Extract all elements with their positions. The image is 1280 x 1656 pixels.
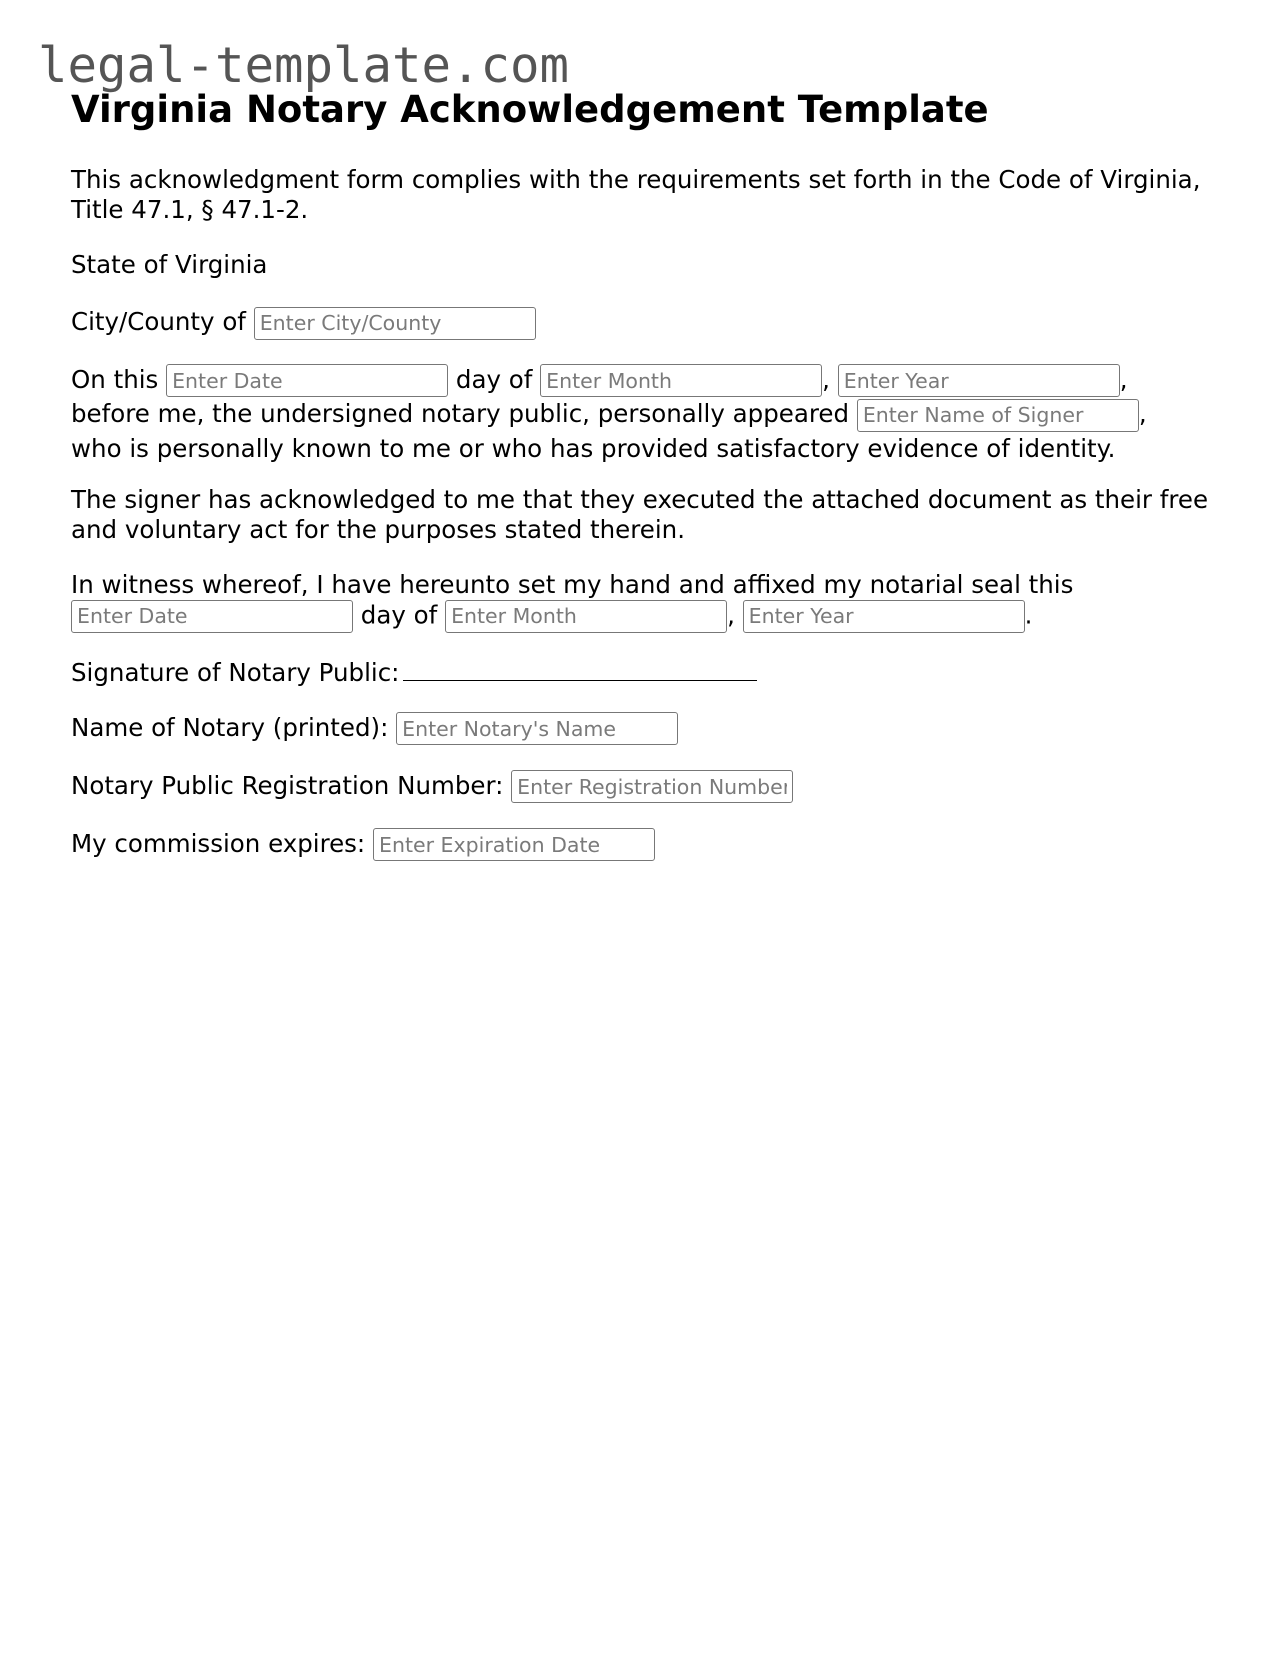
on-this-label: On this xyxy=(71,364,159,394)
appearance-year-input[interactable] xyxy=(838,364,1120,397)
registration-row xyxy=(71,768,1211,804)
comma: , xyxy=(1138,399,1147,428)
expiration-label: My commission expires: xyxy=(71,828,366,858)
registration-number-input[interactable] xyxy=(511,770,793,803)
signer-acknowledgement: The signer has acknowledged to me that they executed the attached document as their free and voluntary act for the purposes stated therein. xyxy=(71,484,1209,544)
witness-paragraph xyxy=(71,570,1211,633)
city-county-input[interactable] xyxy=(254,307,536,340)
witness-month-input[interactable] xyxy=(445,600,727,633)
identity-text: who is personally known to me or who has provided satisfactory evidence of identity. xyxy=(71,433,1116,463)
registration-label: Notary Public Registration Number: xyxy=(71,770,504,800)
comma: , xyxy=(727,600,735,629)
witness-date-input[interactable] xyxy=(71,600,353,633)
signer-name-input[interactable] xyxy=(857,399,1139,432)
before-me-text: before me, the undersigned notary public, personally appeared xyxy=(71,399,850,428)
page-title: Virginia Notary Acknowledgement Template xyxy=(71,88,989,131)
notary-name-label: Name of Notary (printed): xyxy=(71,712,389,742)
day-of-label: day of xyxy=(360,600,438,629)
witness-text: In witness whereof, I have hereunto set my hand and affixed my notarial seal this xyxy=(71,569,1074,599)
signature-row xyxy=(71,656,1211,690)
appearance-date-input[interactable] xyxy=(166,364,448,397)
signature-label: Signature of Notary Public: xyxy=(71,657,400,687)
day-of-label: day of xyxy=(455,364,533,394)
city-county-label: City/County of xyxy=(71,307,246,336)
document xyxy=(71,86,1211,862)
intro-paragraph: This acknowledgment form complies with the requirements set forth in the Code of Virginia, Title 47.1, § 47.1-2. xyxy=(71,165,1201,224)
state-line: State of Virginia xyxy=(71,250,268,279)
watermark: legal-template.com xyxy=(38,37,570,94)
appearance-month-input[interactable] xyxy=(540,364,822,397)
expiration-date-input[interactable] xyxy=(373,828,655,861)
appearance-paragraph xyxy=(71,363,1211,465)
notary-name-input[interactable] xyxy=(396,712,678,745)
city-county-row xyxy=(71,305,1211,340)
expiration-row xyxy=(71,826,1211,862)
comma: , xyxy=(1119,364,1128,394)
notary-name-row xyxy=(71,710,1211,746)
comma: , xyxy=(822,364,830,394)
witness-year-input[interactable] xyxy=(743,600,1025,633)
period: . xyxy=(1024,600,1033,629)
signature-line xyxy=(403,658,757,681)
